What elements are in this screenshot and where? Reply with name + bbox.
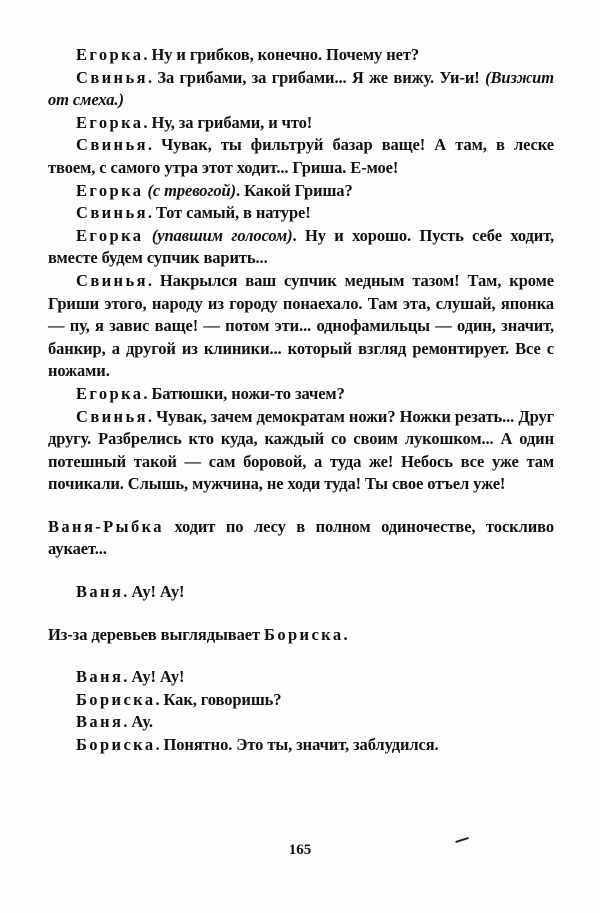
line-text: . Ну и хорошо. Пусть себе ходит, вместе будем супчик варить...	[48, 225, 554, 268]
speaker-name: Свинья	[76, 270, 148, 290]
direction-text: Из-за деревьев выглядывает	[48, 624, 265, 644]
page-number: 165	[288, 842, 312, 858]
speaker-name: Егорка	[76, 180, 144, 200]
section-spacer	[48, 561, 554, 581]
line-text: . Ну и грибков, конечно. Почему нет?	[143, 45, 419, 64]
speaker-name: Свинья	[76, 135, 148, 155]
dialogue-line	[48, 666, 554, 689]
dialogue-line	[48, 180, 554, 203]
narrative-direction	[48, 624, 554, 647]
dialogue-line	[48, 44, 554, 67]
narrative-direction	[48, 516, 554, 561]
dialogue-line	[48, 270, 554, 383]
line-text: . Батюшки, ножи-то зачем?	[143, 383, 345, 403]
speaker-name: Ваня	[76, 712, 124, 732]
speaker-name: Егорка	[76, 112, 144, 132]
dialogue-line	[48, 112, 554, 135]
speaker-name: Егорка	[76, 225, 144, 245]
dialogue-line	[48, 383, 554, 406]
line-text: . Накрылся ваш супчик медным тазом! Там, кроме Гриши этого, народу из городу понаехало. Там эта, слушай, японка — пу, я завис ваще! — потом эти... однофамильцы — один, значит, банкир, а другой из клиники... который взгляд ремонтирует. Все с ножами.	[48, 270, 554, 381]
speaker-name: Егорка	[76, 45, 144, 64]
dialogue-line	[48, 134, 554, 179]
section-spacer	[48, 646, 554, 666]
section-spacer	[48, 604, 554, 624]
dialogue-line	[48, 581, 554, 604]
dialogue-line	[48, 711, 554, 734]
dialogue-line	[48, 689, 554, 712]
line-text: . Понятно. Это ты, значит, заблудился.	[155, 735, 439, 755]
speaker-name: Бориска	[76, 735, 156, 755]
line-text: . Ну, за грибами, и что!	[143, 112, 313, 132]
section-spacer	[48, 496, 554, 516]
speaker-name: Свинья	[76, 203, 148, 223]
line-text: . Какой Гриша?	[236, 180, 353, 200]
speaker-name: Бориска	[264, 624, 344, 644]
direction-end: .	[343, 624, 348, 644]
stage-direction: (с тревогой)	[143, 180, 237, 200]
line-text: . Тот самый, в натуре!	[147, 203, 311, 223]
speaker-name: Ваня-Рыбка	[48, 516, 164, 536]
line-text: . Чувак, ты фильтруй базар ваще! А там, в леске твоем, с самого утра этот ходит... Гриша. Е-мое!	[48, 135, 554, 177]
dialogue-line	[48, 202, 554, 225]
speaker-name: Ваня	[76, 582, 124, 602]
line-text: . Ау! Ау!	[123, 582, 185, 602]
line-text: . За грибами, за грибами... Я же вижу. Уи-и!	[147, 67, 486, 87]
line-text: . Ау! Ау!	[123, 667, 185, 687]
speaker-name: Егорка	[76, 383, 144, 403]
line-text: . Чувак, зачем демократам ножи? Ножки резать... Друг другу. Разбрелись кто куда, каждый со своим лукошком... А один потешный такой — сам боровой, а туда же! Небось все уже там почикали. Слышь, мужчина, не ходи туда! Ты свое отъел уже!	[48, 406, 554, 494]
speaker-name: Бориска	[76, 689, 156, 709]
direction-text: ходит по лесу в полном одиночестве, тоскливо аукает...	[48, 516, 554, 559]
speaker-name: Свинья	[76, 406, 148, 426]
dialogue-line	[48, 67, 554, 112]
speaker-name: Ваня	[76, 667, 124, 687]
line-text: . Как, говоришь?	[155, 689, 282, 709]
line-text: . Ау.	[123, 712, 153, 732]
dialogue-line	[48, 225, 554, 270]
stage-direction: (упавшим голосом)	[143, 225, 293, 245]
play-text	[48, 44, 554, 757]
dialogue-line	[48, 406, 554, 496]
stage-direction: (Визжит от смеха.)	[48, 67, 554, 110]
speaker-name: Свинья	[76, 67, 148, 87]
dialogue-line	[48, 734, 554, 757]
